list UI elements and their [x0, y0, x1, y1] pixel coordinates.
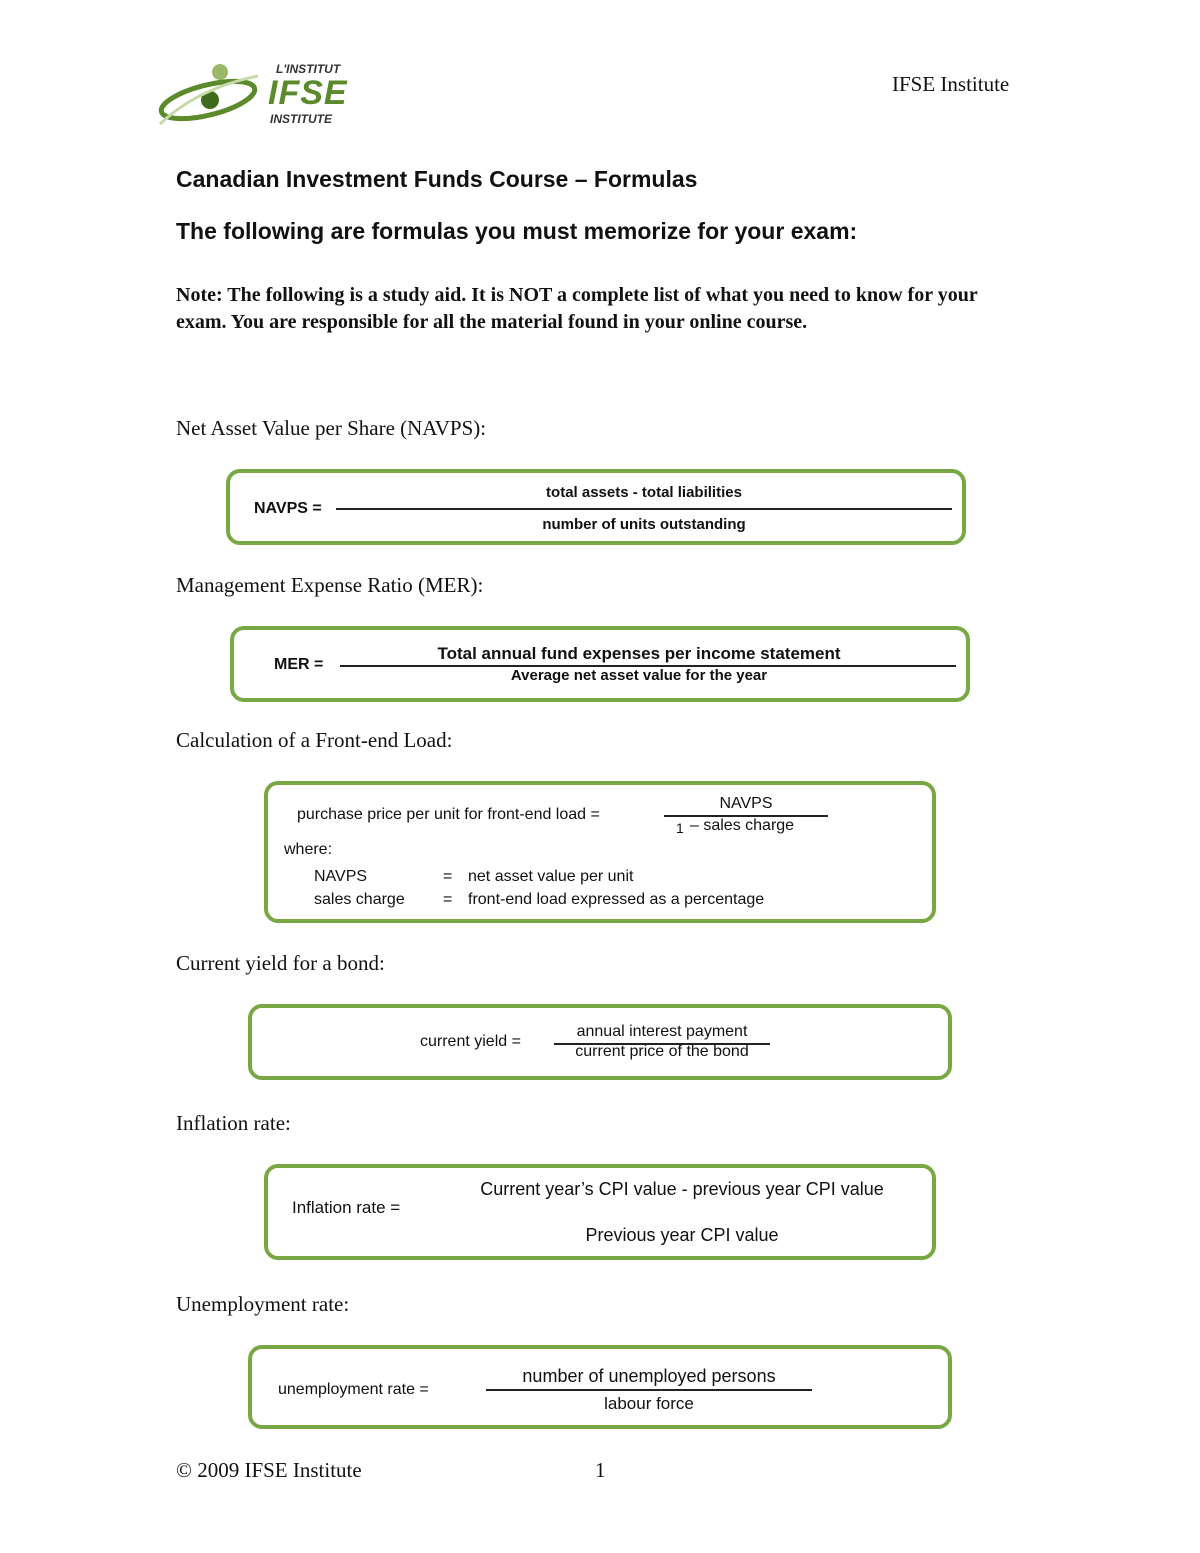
yield-label: Current yield for a bond:: [176, 951, 385, 975]
def-term-navps: NAVPS: [314, 868, 368, 885]
def-text-sales-charge: front-end load expressed as a percentage: [468, 891, 765, 908]
yield-denominator: current price of the bond: [575, 1043, 749, 1060]
unemployment-label: Unemployment rate:: [176, 1292, 350, 1316]
mer-numerator: Total annual fund expenses per income statement: [437, 644, 841, 663]
mer-lhs: MER =: [274, 656, 324, 673]
footer-copyright: © 2009 IFSE Institute: [176, 1458, 362, 1482]
def-term-sales-charge: sales charge: [314, 891, 405, 908]
logo-text-main: IFSE: [268, 74, 348, 112]
def-eq-sales-charge: =: [443, 891, 453, 908]
unemployment-numerator: number of unemployed persons: [522, 1366, 776, 1386]
study-aid-note: Note: The following is a study aid. It is NOT a complete list of what you need to know for your exam. You are responsible for all the material found in your online course.: [176, 284, 978, 333]
inflation-denominator: Previous year CPI value: [585, 1225, 779, 1245]
inflation-lhs: Inflation rate =: [292, 1198, 401, 1217]
navps-numerator: total assets - total liabilities: [546, 484, 742, 501]
frontend-formula-box: [264, 781, 936, 923]
unemployment-formula-box: [248, 1345, 952, 1429]
inflation-numerator: Current year’s CPI value - previous year CPI value: [480, 1179, 884, 1199]
page-number: 1: [595, 1458, 606, 1482]
frontend-where: where:: [284, 841, 333, 858]
frontend-lhs: purchase price per unit for front-end load =: [297, 806, 600, 823]
mer-denominator: Average net asset value for the year: [510, 667, 768, 684]
navps-denominator: number of units outstanding: [542, 516, 746, 533]
page-subtitle: The following are formulas you must memorize for your exam:: [176, 218, 858, 244]
navps-lhs: NAVPS =: [254, 500, 322, 517]
frontend-denominator: – sales charge: [690, 817, 795, 834]
def-eq-navps: =: [443, 868, 453, 885]
navps-fraction-bar: [336, 508, 952, 510]
logo-text-top: L'INSTITUT: [276, 62, 341, 76]
header-institute-name: IFSE Institute: [892, 72, 1010, 96]
unemployment-lhs: unemployment rate =: [278, 1381, 429, 1398]
navps-formula-box: [226, 469, 966, 545]
page-title: Canadian Investment Funds Course – Formulas: [176, 166, 698, 192]
yield-formula-box: [248, 1004, 952, 1080]
yield-numerator: annual interest payment: [576, 1023, 748, 1040]
inflation-formula-box: [264, 1164, 936, 1260]
logo-text-bottom: INSTITUTE: [270, 112, 332, 126]
ifse-logo: [158, 58, 358, 138]
unemployment-denominator: labour force: [604, 1394, 694, 1413]
inflation-label: Inflation rate:: [176, 1111, 291, 1135]
yield-lhs: current yield =: [420, 1033, 521, 1050]
navps-label: Net Asset Value per Share (NAVPS):: [176, 416, 487, 440]
frontend-label: Calculation of a Front-end Load:: [176, 728, 453, 752]
frontend-denominator-one: 1: [676, 820, 684, 836]
mer-label: Management Expense Ratio (MER):: [176, 573, 484, 597]
mer-formula-box: [230, 626, 970, 702]
unemployment-fraction-bar: [486, 1389, 812, 1391]
frontend-numerator: NAVPS: [719, 795, 773, 812]
def-text-navps: net asset value per unit: [468, 868, 634, 885]
